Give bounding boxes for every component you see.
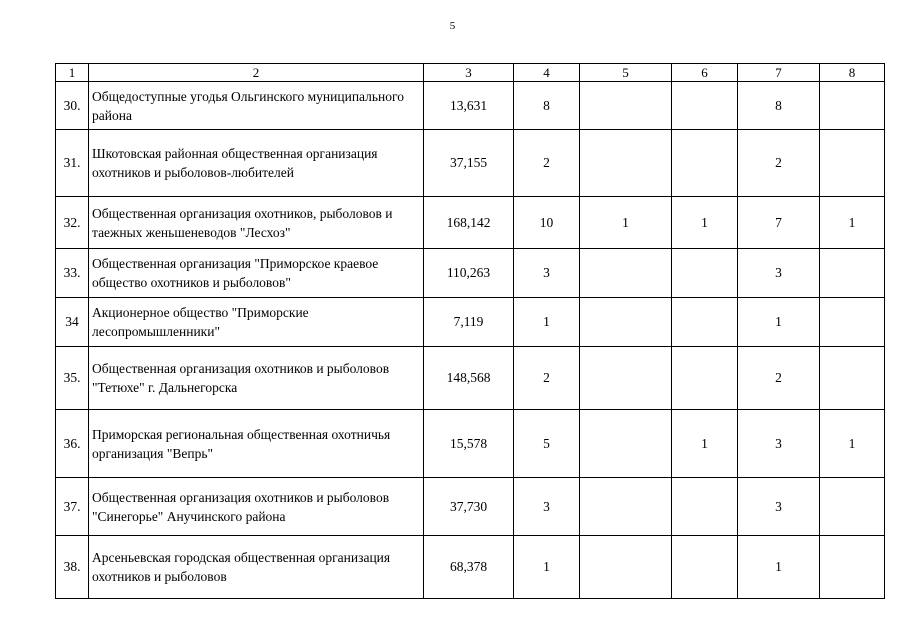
row-number: 37. [56,478,89,536]
header-cell-4: 4 [514,64,580,82]
row-number: 30. [56,82,89,130]
cell-col-3: 110,263 [424,249,514,298]
cell-col-7: 3 [738,410,820,478]
cell-col-5 [580,536,672,599]
table-row [56,249,885,298]
cell-col-3: 37,155 [424,130,514,197]
cell-col-5 [580,298,672,347]
header-cell-5: 5 [580,64,672,82]
table-row [56,478,885,536]
cell-col-5 [580,478,672,536]
cell-col-6 [672,347,738,410]
header-cell-8: 8 [820,64,885,82]
cell-col-4: 5 [514,410,580,478]
header-cell-3: 3 [424,64,514,82]
cell-col-5 [580,249,672,298]
table-row [56,536,885,599]
header-cell-2: 2 [89,64,424,82]
header-cell-6: 6 [672,64,738,82]
cell-col-4: 2 [514,130,580,197]
row-number: 38. [56,536,89,599]
row-number: 31. [56,130,89,197]
organization-name: Шкотовская районная общественная организация охотников и рыболовов-любителей [89,130,424,197]
cell-col-4: 10 [514,197,580,249]
cell-col-3: 148,568 [424,347,514,410]
row-number: 34 [56,298,89,347]
table-row [56,410,885,478]
cell-col-8 [820,130,885,197]
table-row [56,197,885,249]
cell-col-4: 1 [514,298,580,347]
table-body [56,82,885,599]
cell-col-5 [580,130,672,197]
table-header [56,64,885,82]
cell-col-4: 3 [514,478,580,536]
cell-col-5 [580,347,672,410]
header-cell-1: 1 [56,64,89,82]
cell-col-6: 1 [672,410,738,478]
cell-col-6 [672,130,738,197]
cell-col-4: 8 [514,82,580,130]
cell-col-8 [820,249,885,298]
cell-col-6 [672,82,738,130]
cell-col-3: 15,578 [424,410,514,478]
cell-col-8 [820,82,885,130]
cell-col-7: 7 [738,197,820,249]
cell-col-8 [820,536,885,599]
header-row [56,64,885,82]
cell-col-8 [820,347,885,410]
row-number: 33. [56,249,89,298]
cell-col-5 [580,410,672,478]
cell-col-8 [820,478,885,536]
cell-col-6: 1 [672,197,738,249]
cell-col-8 [820,298,885,347]
cell-col-7: 2 [738,130,820,197]
cell-col-3: 168,142 [424,197,514,249]
page-number: 5 [449,20,456,32]
cell-col-7: 2 [738,347,820,410]
cell-col-3: 68,378 [424,536,514,599]
organization-name: Приморская региональная общественная охотничья организация "Вепрь" [89,410,424,478]
cell-col-4: 2 [514,347,580,410]
table-row [56,347,885,410]
organization-name: Акционерное общество "Приморские лесопромышленники" [89,298,424,347]
row-number: 32. [56,197,89,249]
cell-col-6 [672,536,738,599]
cell-col-3: 37,730 [424,478,514,536]
organization-name: Общедоступные угодья Ольгинского муниципального района [89,82,424,130]
cell-col-4: 3 [514,249,580,298]
cell-col-7: 1 [738,536,820,599]
organization-name: Общественная организация охотников и рыболовов "Тетюхе" г. Дальнегорска [89,347,424,410]
organization-name: Общественная организация охотников и рыболовов "Синегорье" Анучинского района [89,478,424,536]
cell-col-6 [672,478,738,536]
table-row [56,82,885,130]
header-cell-7: 7 [738,64,820,82]
cell-col-7: 8 [738,82,820,130]
row-number: 36. [56,410,89,478]
table-row [56,298,885,347]
cell-col-7: 1 [738,298,820,347]
cell-col-7: 3 [738,249,820,298]
hunting-grounds-table [55,63,885,599]
organization-name: Арсеньевская городская общественная организация охотников и рыболовов [89,536,424,599]
cell-col-3: 13,631 [424,82,514,130]
cell-col-8: 1 [820,410,885,478]
row-number: 35. [56,347,89,410]
cell-col-8: 1 [820,197,885,249]
cell-col-5 [580,82,672,130]
cell-col-3: 7,119 [424,298,514,347]
cell-col-6 [672,249,738,298]
organization-name: Общественная организация охотников, рыболовов и таежных женьшеневодов "Лесхоз" [89,197,424,249]
table-row [56,130,885,197]
organization-name: Общественная организация "Приморское краевое общество охотников и рыболовов" [89,249,424,298]
cell-col-5: 1 [580,197,672,249]
cell-col-7: 3 [738,478,820,536]
cell-col-4: 1 [514,536,580,599]
cell-col-6 [672,298,738,347]
